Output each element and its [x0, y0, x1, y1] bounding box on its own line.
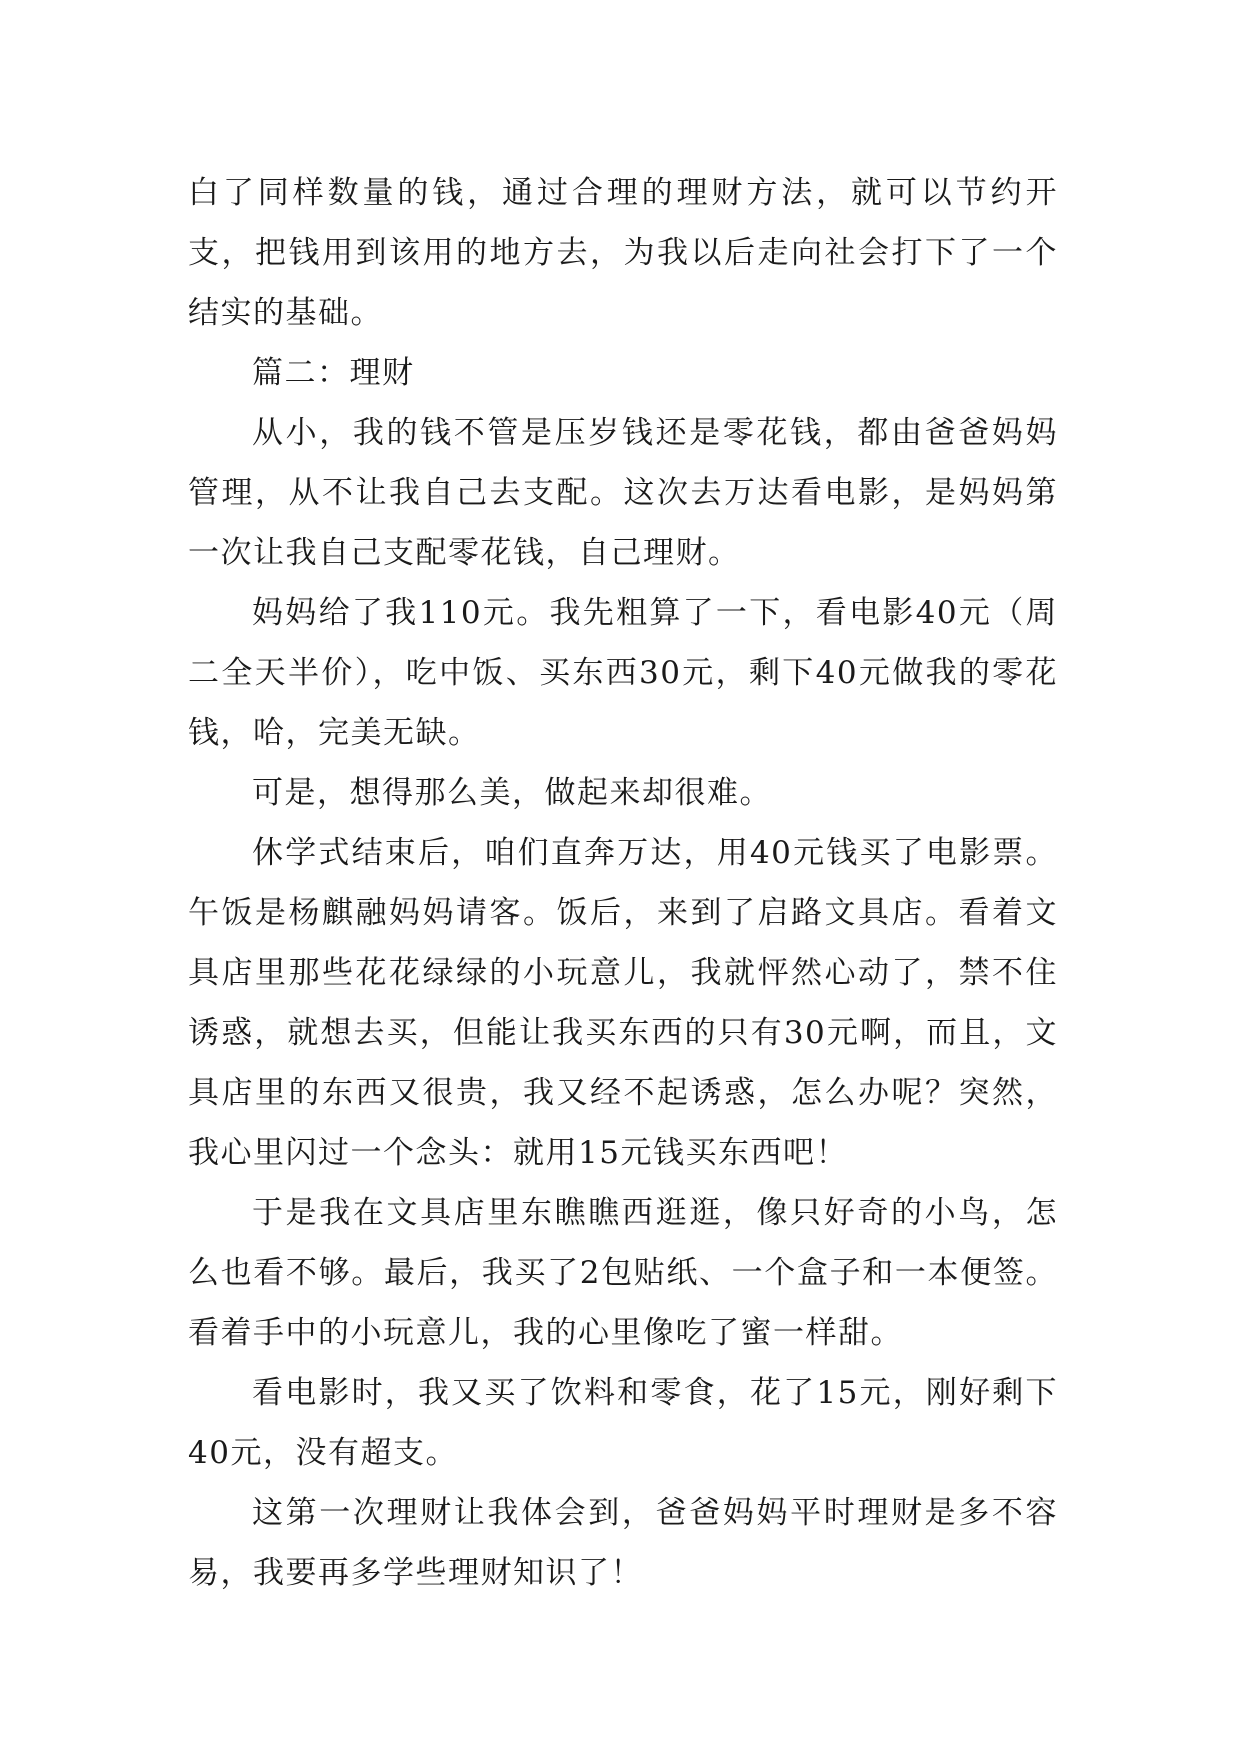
paragraph: 这第一次理财让我体会到，爸爸妈妈平时理财是多不容易，我要再多学些理财知识了！: [188, 1495, 1058, 1591]
paragraph: 妈妈给了我110元。我先粗算了一下，看电影40元（周二全天半价），吃中饭、买东西30元，剩下40元做我的零花钱，哈，完美无缺。: [188, 595, 1058, 751]
paragraph-continuation: 白了同样数量的钱，通过合理的理财方法，就可以节约开支，把钱用到该用的地方去，为我以后走向社会打下了一个结实的基础。: [188, 175, 1058, 331]
paragraph: 于是我在文具店里东瞧瞧西逛逛，像只好奇的小鸟，怎么也看不够。最后，我买了2包贴纸、一个盒子和一本便签。看着手中的小玩意儿，我的心里像吃了蜜一样甜。: [188, 1195, 1058, 1351]
paragraph: 看电影时，我又买了饮料和零食，花了15元，刚好剩下40元，没有超支。: [188, 1375, 1058, 1471]
paragraph: 可是，想得那么美，做起来却很难。: [252, 775, 772, 811]
paragraph: 从小，我的钱不管是压岁钱还是零花钱，都由爸爸妈妈管理，从不让我自己去支配。这次去万达看电影，是妈妈第一次让我自己支配零花钱，自己理财。: [188, 415, 1058, 571]
document-body: [188, 163, 1058, 1603]
paragraph: 休学式结束后，咱们直奔万达，用40元钱买了电影票。午饭是杨麒融妈妈请客。饭后，来到了启路文具店。看着文具店里那些花花绿绿的小玩意儿，我就怦然心动了，禁不住诱惑，就想去买，但能让我买东西的只有30元啊，而且，文具店里的东西又很贵，我又经不起诱惑，怎么办呢？突然，我心里闪过一个念头：就用15元钱买东西吧！: [188, 835, 1058, 1171]
section-heading: 篇二：理财: [252, 355, 415, 391]
